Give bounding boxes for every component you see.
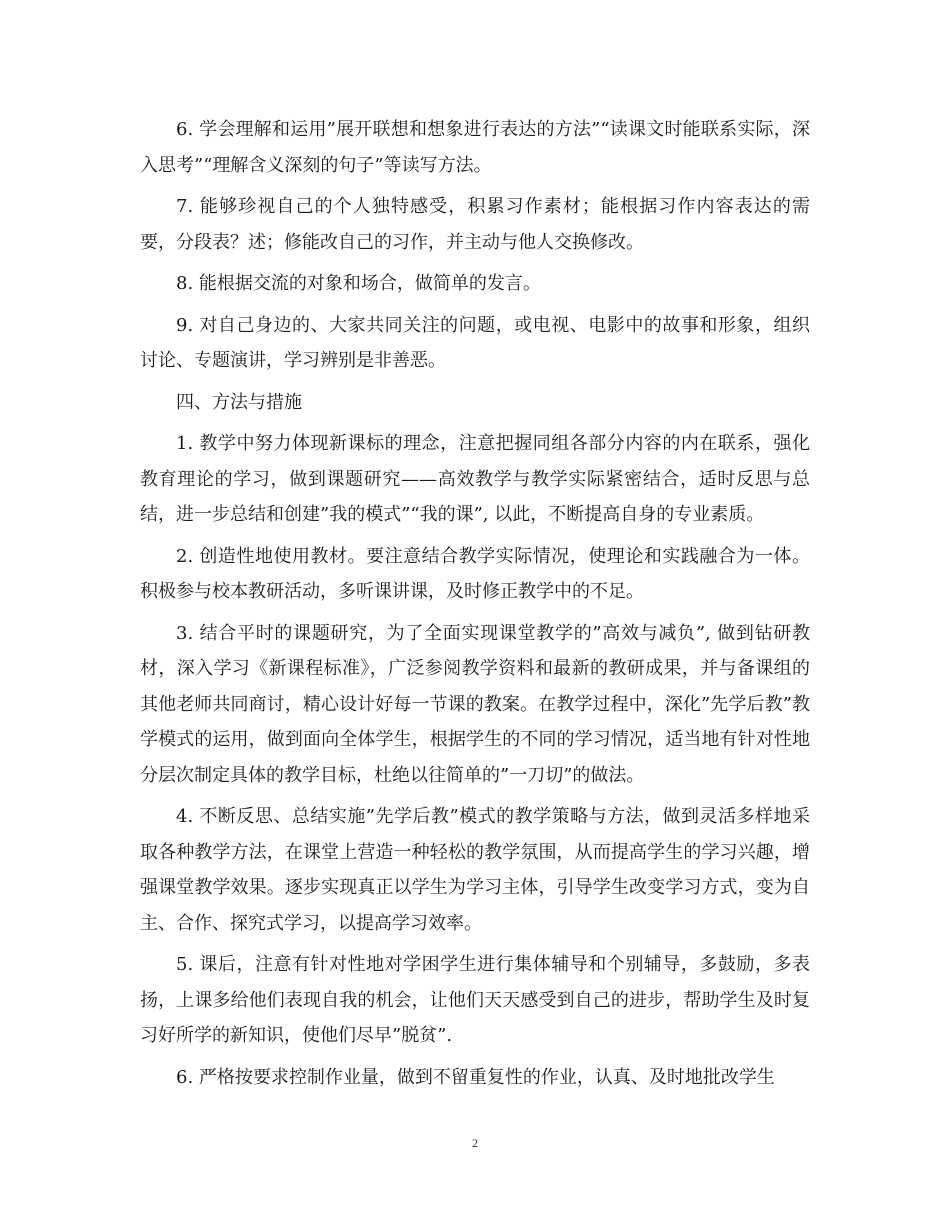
paragraph-goal-6: 6. 学会理解和运用”展开联想和想象进行表达的方法”“读课文时能联系实际，深入思考”“理解含义深刻的句子”等读写方法。 [140,119,810,176]
paragraph-goal-9: 9. 对自己身边的、大家共同关注的问题，或电视、电影中的故事和形象，组织讨论、专题演讲，学习辨别是非善恶。 [140,314,810,371]
paragraph-goal-8: 8. 能根据交流的对象和场合，做简单的发言。 [176,273,541,294]
document-body [140,112,810,1101]
paragraph-goal-7: 7. 能够珍视自己的个人独特感受，积累习作素材；能根据习作内容表达的需要，分段表？述；修能改自己的习作，并主动与他人交换修改。 [140,196,810,253]
paragraph-method-6: 6. 严格按要求控制作业量，做到不留重复性的作业，认真、及时地批改学生 [176,1066,775,1088]
paragraph-method-4: 4. 不断反思、总结实施”先学后教”模式的教学策略与方法，做到灵活多样地采取各种教学方法，在课堂上营造一种轻松的教学氛围，从而提高学生的学习兴趣，增强课堂教学效果。逐步实现真正以学生为学习主体，引导学生改变学习方式，变为自主、合作、探究式学习，以提高学习效率。 [140,806,810,934]
paragraph-method-3: 3. 结合平时的课题研究，为了全面实现课堂教学的”高效与减负”, 做到钻研教材，深入学习《新课程标准》，广泛参阅教学资料和最新的教研成果，并与备课组的其他老师共同商讨，精心设计好每一节课的教案。在教学过程中，深化”先学后教”教学模式的运用，做到面向全体学生，根据学生的不同的学习情况，适当地有针对性地分层次制定具体的教学目标，杜绝以往简单的”一刀切”的做法。 [140,622,810,786]
paragraph-method-5: 5. 课后，注意有针对性地对学困学生进行集体辅导和个别辅导，多鼓励，多表扬，上课多给他们表现自我的机会，让他们天天感受到自己的进步，帮助学生及时复习好所学的新知识，使他们尽早”脱贫”. [140,954,810,1046]
paragraph-method-2: 2. 创造性地使用教材。要注意结合教学实际情况，使理论和实践融合为一体。积极参与校本教研活动，多听课讲课，及时修正教学中的不足。 [140,545,810,602]
paragraph-method-1: 1. 教学中努力体现新课标的理念，注意把握同组各部分内容的内在联系，强化教育理论的学习，做到课题研究——高效教学与教学实际紧密结合，适时反思与总结，进一步总结和创建”我的模式”“我的课”, 以此，不断提高自身的专业素质。 [140,433,810,525]
section-heading-methods: 四、方法与措施 [176,391,302,413]
page-number: 2 [472,1136,478,1150]
